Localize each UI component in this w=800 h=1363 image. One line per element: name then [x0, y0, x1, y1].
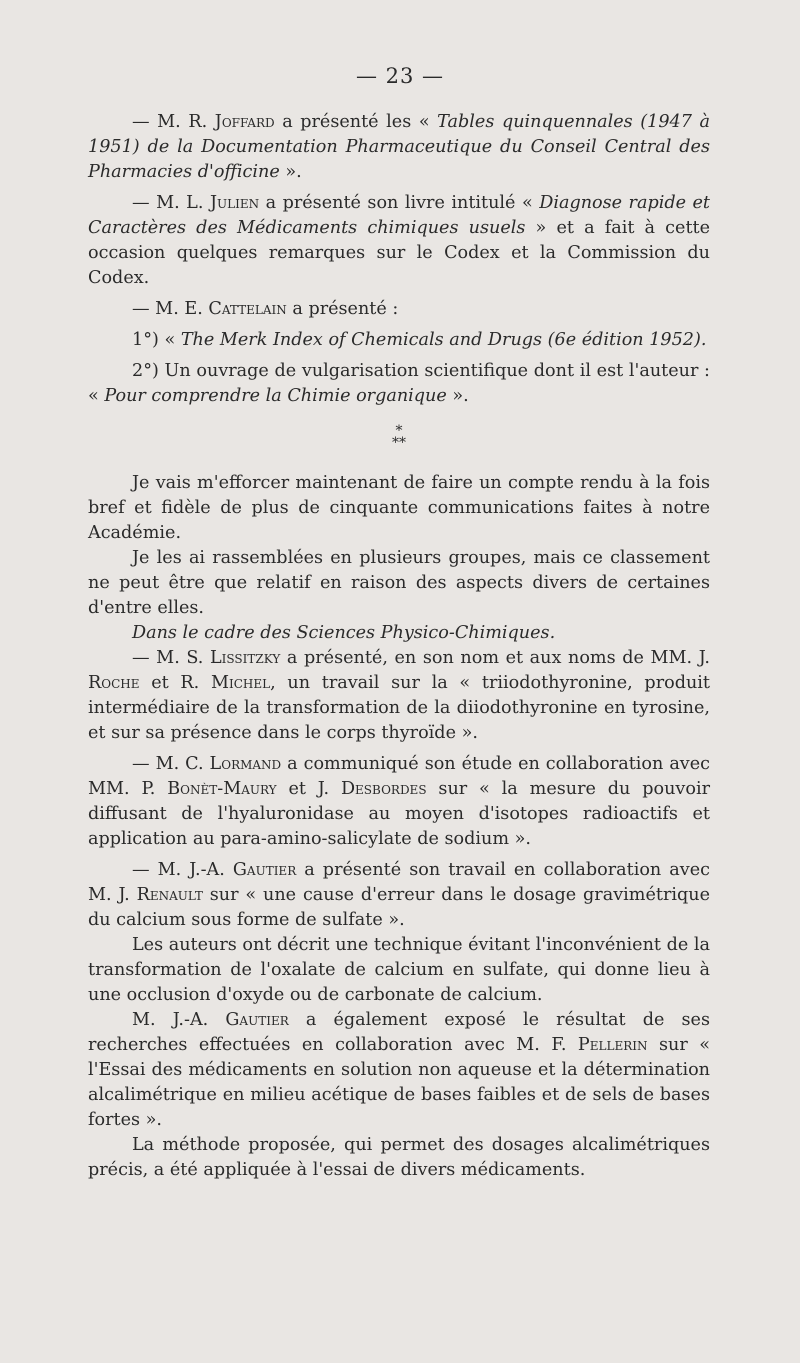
- entry-text: a présenté, en son nom et aux noms de MM. J.: [280, 648, 710, 668]
- communication-gautier-1: [88, 858, 710, 933]
- communication-gautier-1-followup: Les auteurs ont décrit une technique évitant l'inconvénient de la transformation de l'oxalate de calcium en sulfate, qui donne lieu à une occlusion d'oxyde ou de carbonate de calcium.: [88, 935, 710, 1005]
- author-name: Bonèt-Maury: [167, 779, 277, 799]
- entry-text: sur « l'Essai des médicaments en solution non aqueuse et la détermination alcalimétrique en milieu acétique de bases faibles et de sels de bases fortes ».: [88, 1035, 710, 1130]
- communication-lormand: [88, 752, 710, 852]
- section-separator: [88, 425, 710, 449]
- entry-prefix: — M. J.-A.: [132, 860, 233, 880]
- entry-text: , un travail sur la « triiodothyronine, produit intermédiaire de la transformation de la diiodothyronine en tyrosine, et sur sa présence dans le corps thyroïde ».: [88, 673, 710, 743]
- entry-cattelain: [88, 297, 710, 322]
- entry-text: et J.: [276, 779, 341, 799]
- author-name: Julien: [209, 193, 260, 213]
- cattelain-item-1: [88, 328, 710, 353]
- author-name: Pellerin: [577, 1035, 648, 1055]
- author-name: Roche: [88, 673, 140, 693]
- entry-prefix: M. J.-A.: [132, 1010, 226, 1030]
- entry-text: a présenté les «: [274, 112, 438, 132]
- author-name: Gautier: [225, 1010, 289, 1030]
- intro-paragraph-1: Je vais m'efforcer maintenant de faire un compte rendu à la fois bref et fidèle de plus de cinquante communications faites à notre Académie.: [88, 473, 710, 543]
- body-text: [88, 110, 710, 1183]
- author-name: Lormand: [209, 754, 282, 774]
- item-number: 1°) «: [132, 330, 181, 350]
- entry-text: 2°) Un ouvrage de vulgarisation scientifique dont il est l'auteur : «: [88, 361, 710, 406]
- entry-joffard: [88, 110, 710, 185]
- work-title: Tables quinquennales (1947 à 1951) de la Documentation Pharmaceutique du Conseil Central des Pharmacies d'officine: [88, 112, 710, 182]
- entry-prefix: — M. E.: [132, 299, 209, 319]
- entry-text: a présenté :: [286, 299, 399, 319]
- separator-star-top: *: [395, 423, 403, 439]
- work-title: Diagnose rapide et Caractères des Médicaments chimiques usuels: [88, 193, 710, 238]
- entry-prefix: — M. S.: [132, 648, 210, 668]
- entry-text: a présenté son livre intitulé «: [259, 193, 540, 213]
- work-title: The Merk Index of Chemicals and Drugs (6e édition 1952).: [180, 330, 707, 350]
- intro-paragraph-2: Je les ai rassemblées en plusieurs groupes, mais ce classement ne peut être que relatif en raison des aspects divers de certaines d'entre elles.: [88, 548, 710, 618]
- page-number: — 23 —: [355, 64, 445, 88]
- author-name: Joffard: [214, 112, 275, 132]
- entry-text: sur « une cause d'erreur dans le dosage gravimétrique du calcium sous forme de sulfate ».: [88, 885, 710, 930]
- entry-julien: [88, 191, 710, 291]
- work-title: Pour comprendre la Chimie organique: [104, 386, 447, 406]
- entry-text: ».: [446, 386, 469, 406]
- author-name: Gautier: [232, 860, 297, 880]
- communication-lissitzky: [88, 646, 710, 746]
- author-name: Cattelain: [208, 299, 287, 319]
- separator-star-bottom: **: [392, 435, 406, 451]
- entry-prefix: — M. C.: [132, 754, 210, 774]
- author-name: Lissitzky: [210, 648, 281, 668]
- communication-gautier-2-followup: La méthode proposée, qui permet des dosages alcalimétriques précis, a été appliquée à l'essai de divers médicaments.: [88, 1135, 710, 1180]
- entry-text: a également exposé le résultat de ses recherches effectuées en collaboration avec M. F.: [88, 1010, 710, 1055]
- entry-text: sur « la mesure du pouvoir diffusant de l'hyaluronidase au moyen d'isotopes radioactifs et application au para-amino-salicylate de sodium ».: [88, 779, 710, 849]
- entry-prefix: — M. L.: [132, 193, 210, 213]
- communication-gautier-2: [88, 1008, 710, 1133]
- entry-text: a communiqué son étude en collaboration avec MM. P.: [88, 754, 711, 799]
- entry-prefix: — M. R.: [132, 112, 215, 132]
- cattelain-item-2: [88, 359, 710, 409]
- entry-text: » et a fait à cette occasion quelques remarques sur le Codex et la Commission du Codex.: [88, 218, 710, 288]
- entry-text: ».: [279, 162, 302, 182]
- author-name: Michel: [210, 673, 271, 693]
- author-name: Renault: [136, 885, 203, 905]
- author-name: Desbordes: [340, 779, 427, 799]
- section-heading: Dans le cadre des Sciences Physico-Chimiques.: [132, 623, 556, 643]
- entry-text: et R.: [139, 673, 211, 693]
- entry-text: a présenté son travail en collaboration avec M. J.: [88, 860, 710, 905]
